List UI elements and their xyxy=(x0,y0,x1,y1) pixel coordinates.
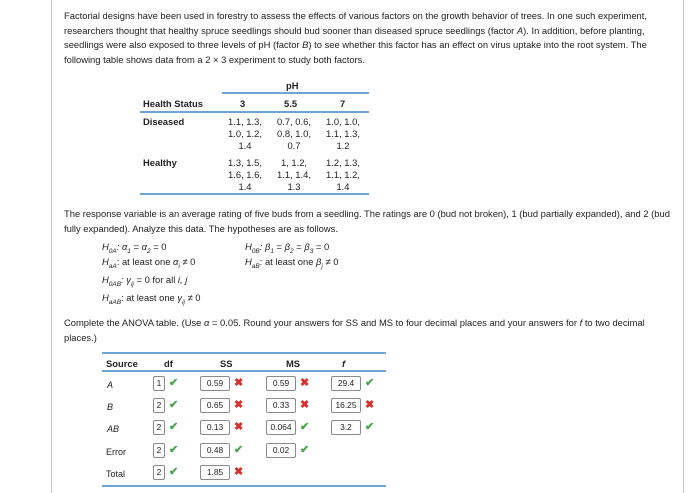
col-header-ph-3: 3 xyxy=(240,98,246,109)
anova-bottom-rule xyxy=(102,485,386,487)
anova-header-f: f xyxy=(342,358,346,369)
ss-input-ab[interactable]: 0.13 xyxy=(200,420,230,435)
hypothesis-h0a: $H_{0A}$: $\alpha_1 = \alpha_2 = 0$ xyxy=(102,241,167,255)
cell-healthy-ph5-5: 1, 1.2, 1.1, 1.4, 1.3 xyxy=(277,157,311,193)
f-input-a[interactable]: 29.4 xyxy=(331,376,361,391)
cross-icon: ✖ xyxy=(234,466,244,478)
hypothesis-h0b: $H_{0B}$: $\beta_1 = \beta_2 = \beta_3 = 0$ xyxy=(245,241,330,255)
anova-header-ms: MS xyxy=(286,358,301,369)
cross-icon: ✖ xyxy=(234,399,244,411)
cross-icon: ✖ xyxy=(234,377,244,389)
check-icon: ✔ xyxy=(365,377,375,389)
anova-source-ab: AB xyxy=(107,424,120,434)
check-icon: ✔ xyxy=(169,466,179,478)
hypothesis-haa: $H_{aA}$: at least one $\alpha_i \ne 0$ xyxy=(102,256,196,270)
f-input-ab[interactable]: 3.2 xyxy=(331,420,361,435)
df-input-total[interactable]: 2 xyxy=(153,465,165,480)
health-status-header: Health Status xyxy=(143,98,203,109)
ph-group-header: pH xyxy=(286,80,299,91)
table-bottom-rule xyxy=(140,193,369,195)
ms-input-ab[interactable]: 0.064 xyxy=(266,420,296,435)
check-icon: ✔ xyxy=(169,444,179,456)
ss-input-total[interactable]: 1.85 xyxy=(200,465,230,480)
anova-header-source: Source xyxy=(106,358,138,369)
col-header-ph-7: 7 xyxy=(340,98,346,109)
table-header-rule xyxy=(140,111,369,113)
anova-top-rule xyxy=(102,352,386,354)
col-header-ph-5-5: 5.5 xyxy=(284,98,298,109)
check-icon: ✔ xyxy=(169,399,179,411)
check-icon: ✔ xyxy=(300,444,310,456)
anova-header-df: df xyxy=(164,358,173,369)
ms-input-b[interactable]: 0.33 xyxy=(266,398,296,413)
ss-input-a[interactable]: 0.59 xyxy=(200,376,230,391)
cross-icon: ✖ xyxy=(234,421,244,433)
check-icon: ✔ xyxy=(300,421,310,433)
hypothesis-h0ab: $H_{0AB}$: $\gamma_{ij} = 0$ for all i, j xyxy=(102,274,188,288)
cell-healthy-ph7: 1.2, 1.3, 1.1, 1.2, 1.4 xyxy=(326,157,360,193)
hypothesis-hab: $H_{aB}$: at least one $\beta_j \ne 0$ xyxy=(245,256,339,270)
anova-header-ss: SS xyxy=(220,358,233,369)
anova-source-a: A xyxy=(107,380,114,390)
ms-input-a[interactable]: 0.59 xyxy=(266,376,296,391)
df-input-a[interactable]: 1 xyxy=(153,376,165,391)
check-icon: ✔ xyxy=(169,377,179,389)
ss-input-error[interactable]: 0.48 xyxy=(200,443,230,458)
cell-healthy-ph3: 1.3, 1.5, 1.6, 1.6, 1.4 xyxy=(228,157,262,193)
cell-diseased-ph5-5: 0.7, 0.6, 0.8, 1.0, 0.7 xyxy=(277,116,311,152)
check-icon: ✔ xyxy=(365,421,375,433)
cell-diseased-ph7: 1.0, 1.0, 1.1, 1.3, 1.2 xyxy=(326,116,360,152)
anova-source-b: B xyxy=(107,402,114,412)
df-input-error[interactable]: 2 xyxy=(153,443,165,458)
hypothesis-haab: $H_{aAB}$: at least one $\gamma_{ij} \ne 0$ xyxy=(102,292,201,306)
row-label-healthy: Healthy xyxy=(143,157,177,168)
cell-diseased-ph3: 1.1, 1.3, 1.0, 1.2, 1.4 xyxy=(228,116,262,152)
intro-paragraph: Factorial designs have been used in forestry to assess the effects of various factors on the growth behavior of trees. In one such experiment, researchers thought that healthy spruce seedlings should bud sooner than diseased spruce seedlings (factor A). In addition, before planting, seedlings were also exposed to three levels of pH (factor B) to see whether this factor has an effect on virus uptake into the root system. The following table shows data from a 2 × 3 experiment to study both factors. xyxy=(64,10,647,65)
ph-header-rule xyxy=(222,92,369,94)
cross-icon: ✖ xyxy=(365,399,375,411)
anova-instructions: Complete the ANOVA table. (Use α = 0.05. Round your answers for SS and MS to four decimal places and your answers for f to two decimal places.) xyxy=(64,317,645,343)
check-icon: ✔ xyxy=(169,421,179,433)
ss-input-b[interactable]: 0.65 xyxy=(200,398,230,413)
anova-source-total: Total xyxy=(106,469,126,479)
anova-header-rule xyxy=(102,370,386,372)
df-input-b[interactable]: 2 xyxy=(153,398,165,413)
f-input-b[interactable]: 16.25 xyxy=(331,398,361,413)
cross-icon: ✖ xyxy=(300,399,310,411)
anova-source-error: Error xyxy=(106,447,126,457)
cross-icon: ✖ xyxy=(300,377,310,389)
df-input-ab[interactable]: 2 xyxy=(153,420,165,435)
check-icon: ✔ xyxy=(234,444,244,456)
row-label-diseased: Diseased xyxy=(143,116,185,127)
ms-input-error[interactable]: 0.02 xyxy=(266,443,296,458)
response-paragraph: The response variable is an average rating of five buds from a seedling. The ratings are 0 (bud not broken), 1 (bud partially expanded), and 2 (bud fully expanded). Analyze this data. The hypotheses are as follows. xyxy=(64,208,670,234)
